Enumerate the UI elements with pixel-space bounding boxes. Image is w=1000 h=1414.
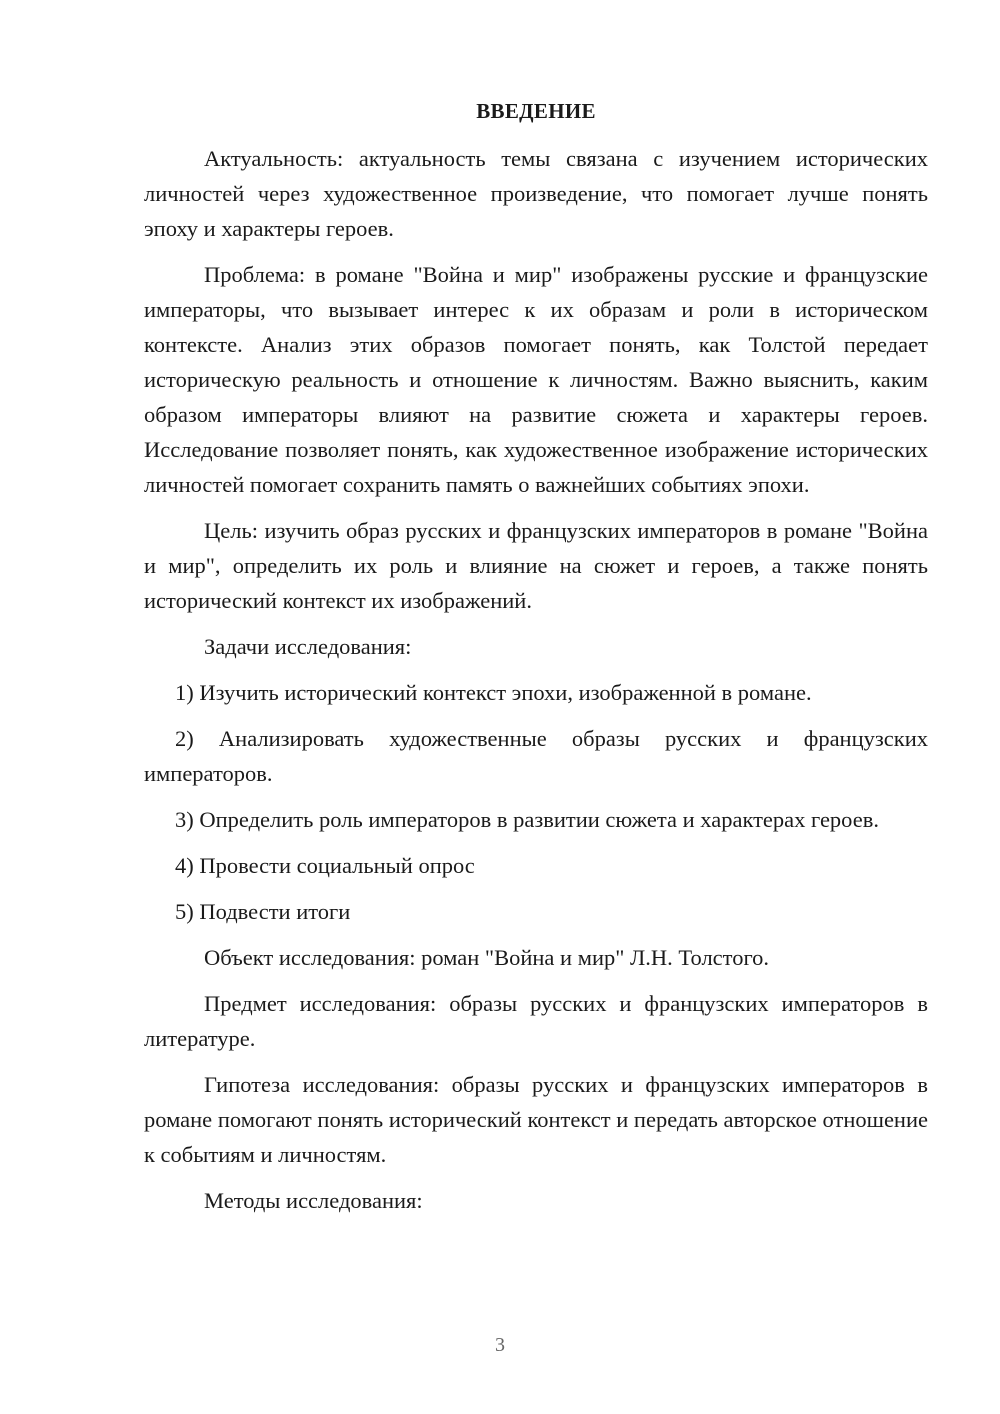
- object-paragraph: Объект исследования: роман "Война и мир" Л.Н. Толстого.: [204, 945, 769, 970]
- task-item-4: 4) Провести социальный опрос: [175, 853, 475, 878]
- task-item-5: 5) Подвести итоги: [175, 899, 351, 924]
- methods-heading: Методы исследования:: [204, 1188, 423, 1213]
- task-item-1: 1) Изучить исторический контекст эпохи, изображенной в романе.: [175, 680, 812, 705]
- task-item-3: 3) Определить роль императоров в развитии сюжета и характерах героев.: [175, 807, 879, 832]
- page-number: 3: [495, 1334, 505, 1356]
- section-heading: ВВЕДЕНИЕ: [476, 99, 596, 123]
- problem-paragraph: Проблема: в романе "Война и мир" изображены русские и французские императоры, что вызывает интерес к их образам и роли в историческом контексте. Анализ этих образов помогает понять, как Толстой передает историческую реальность и отношение к личностям. Важно выяснить, каким образом императоры влияют на развитие сюжета и характеры героев. Исследование позволяет понять, как художественное изображение исторических личностей помогает сохранить память о важнейших событиях эпохи.: [144, 262, 928, 497]
- relevance-paragraph: Актуальность: актуальность темы связана с изучением исторических личностей через художественное произведение, что помогает лучше понять эпоху и характеры героев.: [144, 146, 928, 241]
- goal-paragraph: Цель: изучить образ русских и французских императоров в романе "Война и мир", определить их роль и влияние на сюжет и героев, а также понять исторический контекст их изображений.: [144, 518, 928, 613]
- hypothesis-paragraph: Гипотеза исследования: образы русских и французских императоров в романе помогают понять исторический контекст и передать авторское отношение к событиям и личностям.: [144, 1072, 928, 1167]
- task-item-2: 2) Анализировать художественные образы русских и французских императоров.: [144, 726, 928, 786]
- subject-paragraph: Предмет исследования: образы русских и французских императоров в литературе.: [144, 991, 928, 1051]
- tasks-heading: Задачи исследования:: [204, 634, 412, 659]
- document-page: [144, 94, 928, 1229]
